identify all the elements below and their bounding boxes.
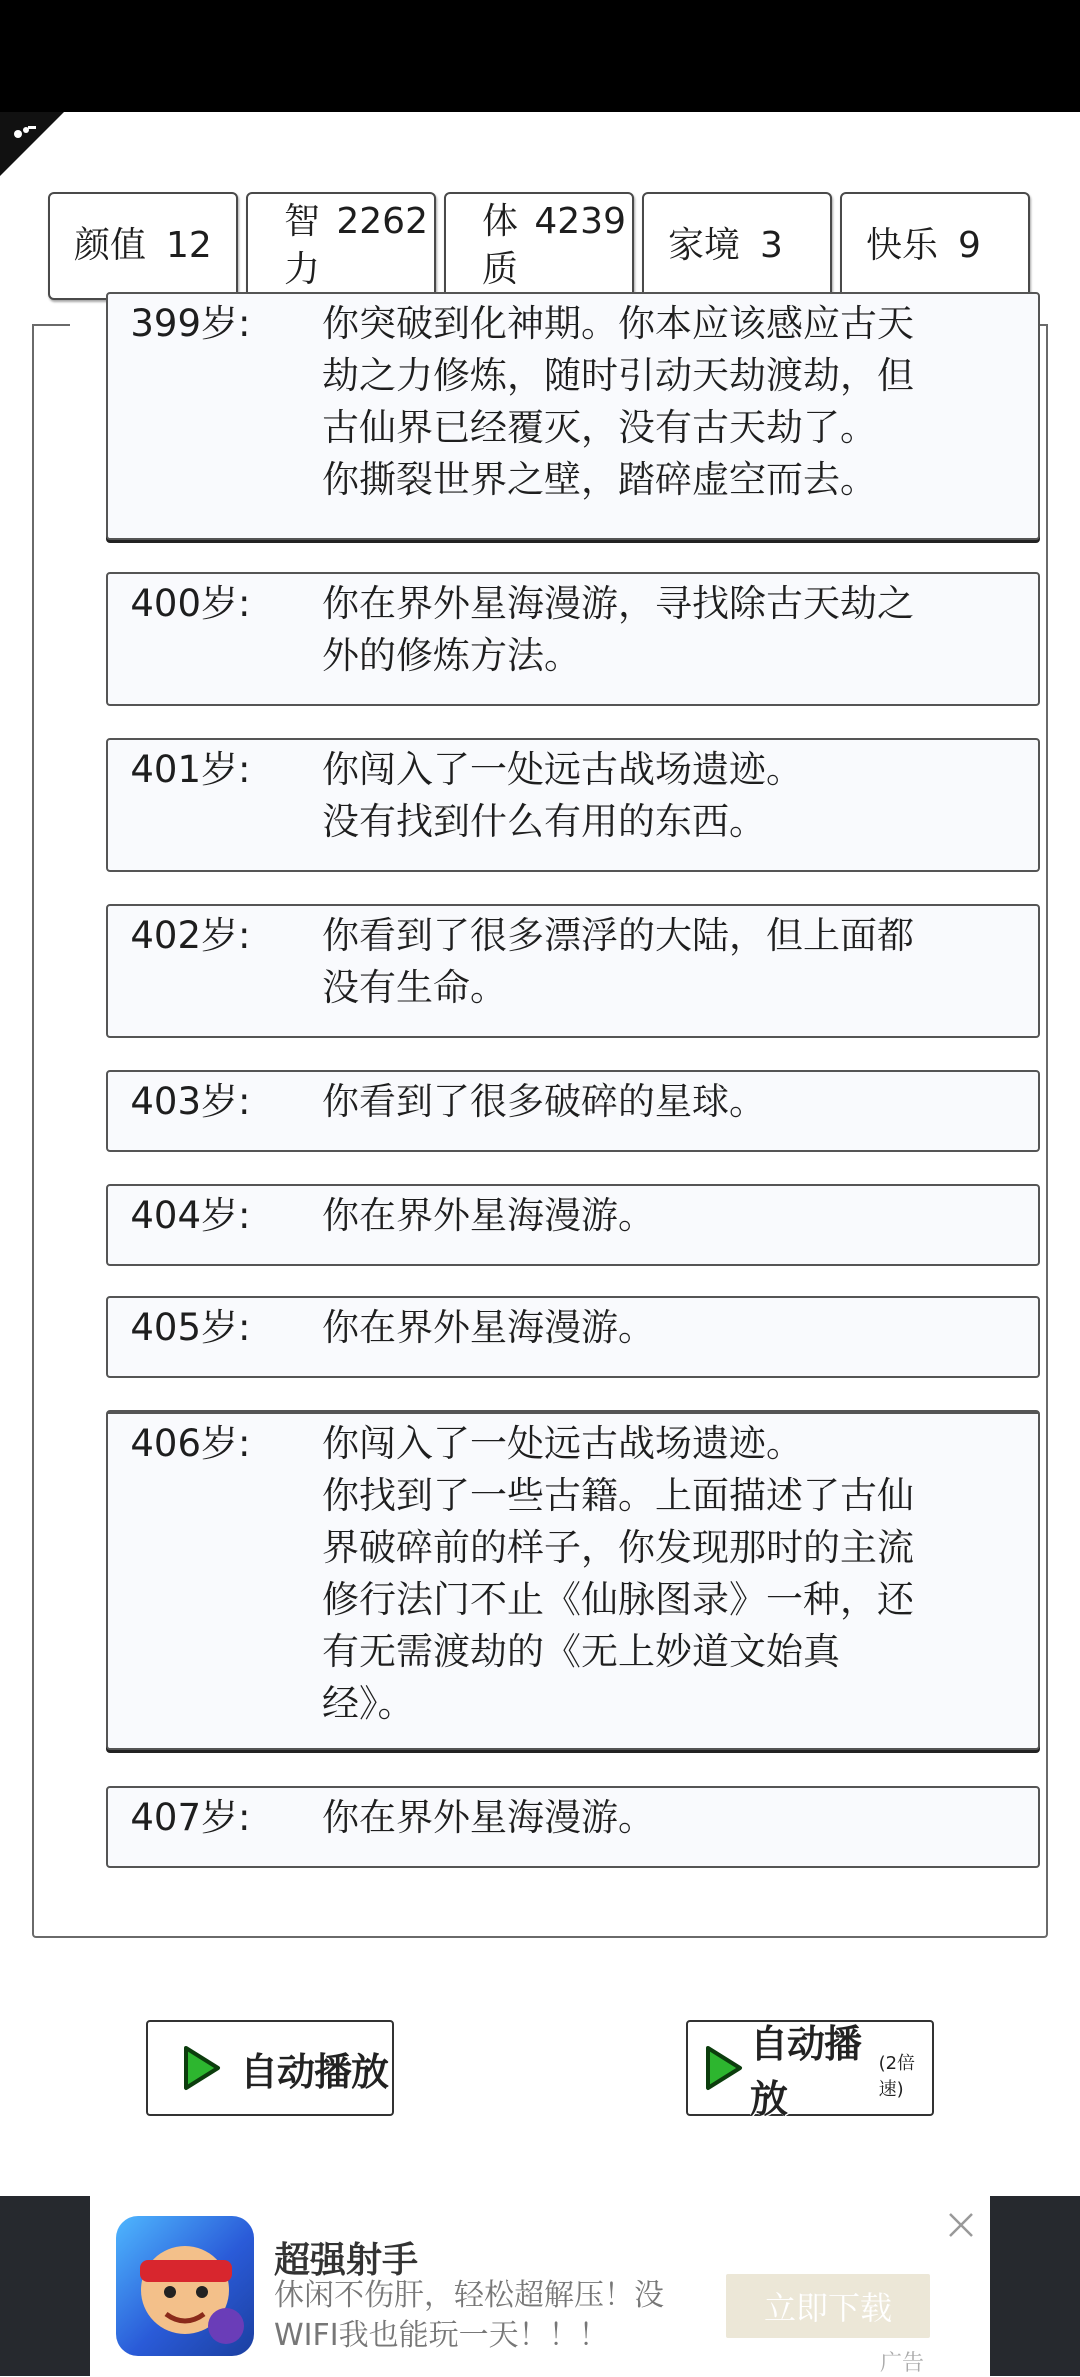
log-entry bbox=[106, 292, 1040, 540]
stats-bar bbox=[48, 192, 1032, 304]
log-entry bbox=[106, 572, 1040, 706]
stat-value: 12 bbox=[166, 225, 212, 266]
entry-age: 402岁 bbox=[130, 914, 238, 957]
stat-value: 3 bbox=[760, 225, 783, 266]
life-log-panel[interactable] bbox=[32, 302, 1048, 1938]
ad-description: 休闲不伤肝，轻松超解压！没WIFI我也能玩一天！！！ bbox=[274, 2278, 664, 2353]
stat-value: 2262 bbox=[336, 201, 428, 242]
status-bar bbox=[0, 0, 1080, 112]
entry-text: 你在界外星海漫游。 bbox=[322, 1796, 655, 1839]
stat-constitution bbox=[444, 192, 634, 300]
entry-age: 404岁 bbox=[130, 1194, 238, 1237]
life-log-list[interactable] bbox=[104, 302, 1044, 1904]
entry-text: 你在界外星海漫游。 bbox=[322, 1306, 655, 1349]
autoplay-label: 自动播放 bbox=[240, 2049, 389, 2094]
stat-label: 智 bbox=[284, 201, 321, 242]
entry-colon: : bbox=[238, 1306, 251, 1349]
log-entry bbox=[106, 1296, 1040, 1378]
entry-colon: : bbox=[238, 1080, 251, 1123]
autoplay-2x-label: 自动播放 bbox=[750, 2022, 862, 2121]
stat-happiness bbox=[840, 192, 1030, 300]
stat-label: 快乐 bbox=[866, 225, 939, 266]
log-entry bbox=[106, 738, 1040, 872]
stat-label-cont: 力 bbox=[284, 249, 321, 290]
entry-colon: : bbox=[238, 914, 251, 957]
ad-tag: 广告 bbox=[880, 2351, 925, 2376]
entry-text: 你突破到化神期。你本应该感应古天 劫之力修炼，随时引动天劫渡劫，但 古仙界已经覆灭，没有古天劫了。 你撕裂世界之壁，踏碎虚空而去。 bbox=[322, 302, 914, 501]
entry-age: 403岁 bbox=[130, 1080, 238, 1123]
log-entry bbox=[106, 1070, 1040, 1152]
entry-colon: : bbox=[238, 1194, 251, 1237]
stat-label: 家境 bbox=[668, 225, 741, 266]
stat-label: 体 bbox=[482, 201, 519, 242]
entry-colon: : bbox=[238, 302, 251, 345]
close-icon[interactable] bbox=[946, 2210, 976, 2240]
game-app-icon[interactable] bbox=[116, 2216, 254, 2356]
entry-text: 你闯入了一处远古战场遗迹。 没有找到什么有用的东西。 bbox=[322, 748, 803, 843]
entry-age: 405岁 bbox=[130, 1306, 238, 1349]
log-entry bbox=[106, 1786, 1040, 1868]
entry-colon: : bbox=[238, 1796, 251, 1839]
stat-value: 9 bbox=[958, 225, 981, 266]
entry-text: 你看到了很多漂浮的大陆，但上面都 没有生命。 bbox=[322, 914, 914, 1009]
entry-age: 400岁 bbox=[130, 582, 238, 625]
stat-label-cont: 质 bbox=[482, 249, 519, 290]
ad-title: 超强射手 bbox=[274, 2240, 419, 2281]
entry-text: 你闯入了一处远古战场遗迹。 你找到了一些古籍。上面描述了古仙 界破碎前的样子，你发现那时的主流 修行法门不止《仙脉图录》一种，还 有无需渡劫的《无上妙道文始真 经》。 bbox=[322, 1422, 914, 1725]
entry-age: 399岁 bbox=[130, 302, 238, 345]
stat-label: 颜值 bbox=[74, 225, 147, 266]
corner-menu-icon[interactable] bbox=[10, 122, 38, 142]
play-icon bbox=[700, 2038, 748, 2098]
entry-age: 406岁 bbox=[130, 1422, 238, 1465]
ad-download-button[interactable]: 立即下载 bbox=[726, 2274, 930, 2338]
entry-text: 你看到了很多破碎的星球。 bbox=[322, 1080, 766, 1123]
entry-colon: : bbox=[238, 748, 251, 791]
stat-value: 4239 bbox=[534, 201, 626, 242]
log-entry bbox=[106, 1410, 1040, 1750]
entry-text: 你在界外星海漫游，寻找除古天劫之 外的修炼方法。 bbox=[322, 582, 914, 677]
entry-colon: : bbox=[238, 582, 251, 625]
log-entry bbox=[106, 1184, 1040, 1266]
stat-intelligence bbox=[246, 192, 436, 300]
play-icon bbox=[172, 2038, 232, 2098]
entry-age: 401岁 bbox=[130, 748, 238, 791]
ad-banner[interactable] bbox=[90, 2196, 990, 2376]
stat-family bbox=[642, 192, 832, 300]
entry-colon: : bbox=[238, 1422, 251, 1465]
entry-text: 你在界外星海漫游。 bbox=[322, 1194, 655, 1237]
stat-appearance bbox=[48, 192, 238, 300]
log-entry bbox=[106, 904, 1040, 1038]
autoplay-button[interactable] bbox=[146, 2020, 394, 2116]
entry-age: 407岁 bbox=[130, 1796, 238, 1839]
autoplay-2x-button[interactable] bbox=[686, 2020, 934, 2121]
speed-label: (2倍速) bbox=[878, 2053, 916, 2100]
